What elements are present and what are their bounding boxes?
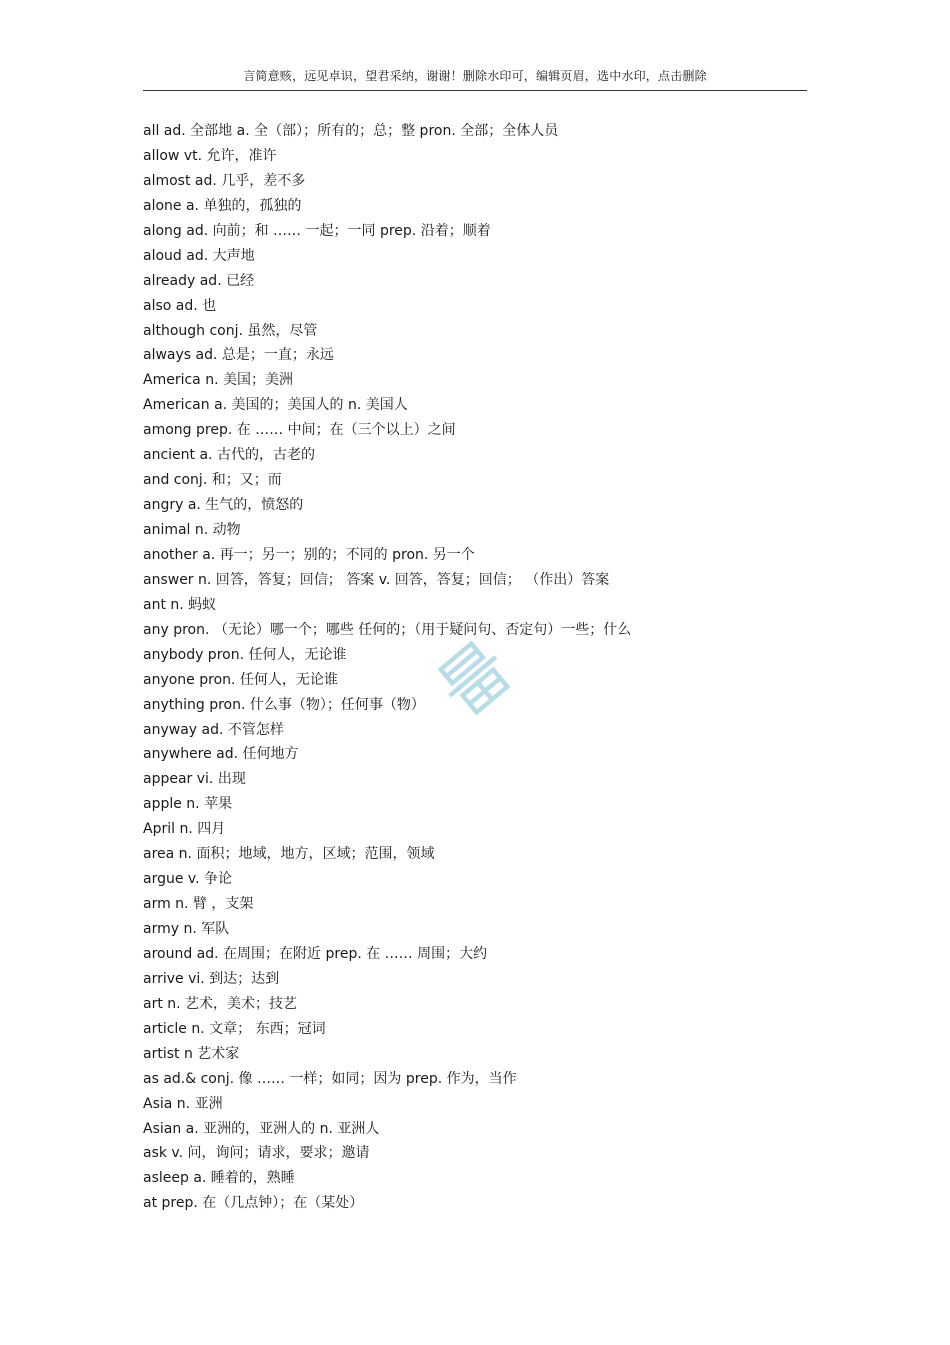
entry-and: and conj. 和；又；而 <box>143 472 282 489</box>
entry-answer: answer n. 回答，答复；回信； 答案 v. 回答，答复；回信； （作出）答案 <box>143 571 610 588</box>
entry-along: along ad. 向前；和 …… 一起；一同 prep. 沿着；顺着 <box>143 222 491 239</box>
entry-artist: artist n 艺术家 <box>143 1045 240 1062</box>
entry-american: American a. 美国的；美国人的 n. 美国人 <box>143 397 408 414</box>
entry-america: America n. 美国；美洲 <box>143 372 293 389</box>
watermark-stamp-icon[interactable] <box>436 640 512 716</box>
entry-appear: appear vi. 出现 <box>143 771 246 788</box>
entry-army: army n. 军队 <box>143 921 230 937</box>
entry-ancient: ancient a. 古代的，古老的 <box>143 447 315 464</box>
page-header <box>143 64 807 91</box>
entry-arrive: arrive vi. 到达；达到 <box>143 970 280 987</box>
entry-also: also ad. 也 <box>143 297 217 314</box>
entry-among: among prep. 在 …… 中间；在（三个以上）之间 <box>143 422 456 439</box>
entry-anyway: anyway ad. 不管怎样 <box>143 721 284 738</box>
entry-argue: argue v. 争论 <box>143 871 233 888</box>
entry-asia: Asia n. 亚洲 <box>143 1095 223 1112</box>
entry-art: art n. 艺术，美术；技艺 <box>143 995 298 1012</box>
entry-at: at prep. 在（几点钟）；在（某处） <box>143 1195 364 1212</box>
entry-arm: arm n. 臂 ，支架 <box>143 896 254 913</box>
entry-apple: apple n. 苹果 <box>143 796 233 813</box>
entry-always: always ad. 总是；一直；永远 <box>143 347 334 364</box>
entry-angry: angry a. 生气的，愤怒的 <box>143 497 304 514</box>
entry-asian: Asian a. 亚洲的，亚洲人的 n. 亚洲人 <box>143 1120 380 1137</box>
entry-asleep: asleep a. 睡着的，熟睡 <box>143 1170 295 1187</box>
entry-around: around ad. 在周围；在附近 prep. 在 …… 周围；大约 <box>143 945 488 962</box>
entry-allow: allow vt. 允许，准许 <box>143 147 277 164</box>
entry-almost: almost ad. 几乎，差不多 <box>143 172 306 189</box>
entry-alone: alone a. 单独的，孤独的 <box>143 197 302 214</box>
entry-already: already ad. 已经 <box>143 272 255 289</box>
entry-animal: animal n. 动物 <box>143 522 241 538</box>
entry-april: April n. 四月 <box>143 821 226 838</box>
header-text: 言简意赅，远见卓识，望君采纳，谢谢！删除水印可，编辑页眉，选中水印，点击删除 <box>243 69 707 83</box>
entry-area: area n. 面积；地域，地方，区域；范围，领域 <box>143 846 435 863</box>
entry-anyone: anyone pron. 任何人，无论谁 <box>143 671 338 688</box>
entry-any: any pron. （无论）哪一个；哪些 任何的；（用于疑问句、否定句）一些；什么 <box>143 621 632 638</box>
entry-ant: ant n. 蚂蚁 <box>143 596 217 613</box>
entry-all: all ad. 全部地 a. 全（部）；所有的；总；整 pron. 全部；全体人员 <box>143 123 559 139</box>
entry-as: as ad.& conj. 像 …… 一样；如同；因为 prep. 作为，当作 <box>143 1070 517 1087</box>
entry-anything: anything pron. 什么事（物）；任何事（物） <box>143 696 425 713</box>
entry-anywhere: anywhere ad. 任何地方 <box>143 746 299 763</box>
entry-ask: ask v. 问，询问；请求，要求；邀请 <box>143 1145 370 1162</box>
entry-although: although conj. 虽然，尽管 <box>143 322 318 339</box>
entry-article: article n. 文章； 东西；冠词 <box>143 1020 326 1037</box>
entry-aloud: aloud ad. 大声地 <box>143 247 255 264</box>
entry-another: another a. 再一；另一；别的；不同的 pron. 另一个 <box>143 546 475 563</box>
entry-anybody: anybody pron. 任何人，无论谁 <box>143 646 347 663</box>
